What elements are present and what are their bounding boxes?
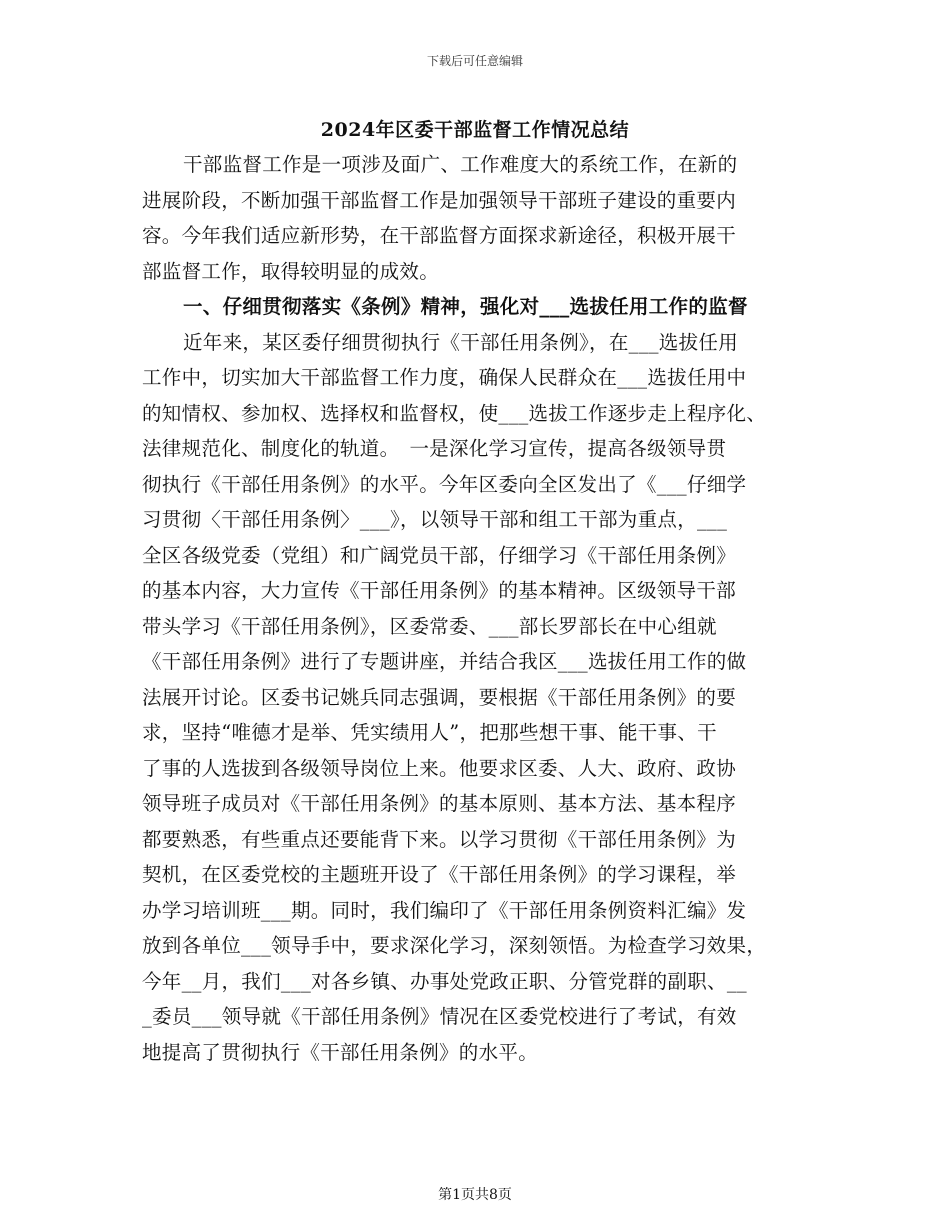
document-body — [142, 147, 822, 1070]
text-line: 契机，在区委党校的主题班开设了《干部任用条例》的学习课程，举 — [142, 863, 737, 886]
text-line: 法律规范化、制度化的轨道。 一是深化学习宣传，提高各级领导贯 — [142, 437, 727, 460]
text-line: 干部监督工作是一项涉及面广、工作难度大的系统工作，在新的 — [183, 153, 738, 176]
text-line: 的知情权、参加权、选择权和监督权，使___选拔工作逐步走上程序化、 — [142, 401, 767, 425]
text-line: 了事的人选拔到各级领导岗位上来。他要求区委、人大、政府、政协 — [142, 756, 737, 780]
page-footer: 第1页共8页 — [438, 1187, 512, 1203]
text-line: 工作中，切实加大干部监督工作力度，确保人民群众在___选拔任用中 — [142, 366, 747, 389]
text-line: 都要熟悉，有些重点还要能背下来。以学习贯彻《干部任用条例》为 — [142, 827, 737, 851]
text-line: 习贯彻〈干部任用条例〉___》，以领导干部和组工干部为重点，___ — [142, 508, 728, 531]
text-line: 进展阶段，不断加强干部监督工作是加强领导干部班子建设的重要内 — [142, 188, 737, 212]
text-line: 带头学习《干部任用条例》，区委常委、___部长罗部长在中心组就 — [142, 614, 717, 638]
text-line: 部监督工作，取得较明显的成效。 — [142, 259, 440, 283]
text-line: 容。今年我们适应新形势，在干部监督方面探求新途径，积极开展干 — [142, 224, 737, 247]
text-line: 放到各单位___领导手中，要求深化学习，深刻领悟。为检查学习效果， — [142, 934, 767, 957]
text-line: 全区各级党委（党组）和广阔党员干部，仔细学习《干部任用条例》 — [142, 543, 737, 567]
text-line: _委员___领导就《干部任用条例》情况在区委党校进行了考试，有效 — [142, 1005, 737, 1028]
document-title: 2024年区委干部监督工作情况总结 — [320, 119, 630, 141]
text-line: 求，坚持“唯德才是举、凭实绩用人”，把那些想干事、能干事、干 — [142, 721, 717, 744]
text-line: 彻执行《干部任用条例》的水平。今年区委向全区发出了《___仔细学 — [142, 472, 747, 496]
section-heading: 一、仔细贯彻落实《条例》精神，强化对___选拔任用工作的监督 — [183, 295, 748, 318]
page-header: 下载后可任意编辑 — [426, 54, 523, 68]
text-line: 近年来，某区委仔细贯彻执行《干部任用条例》，在___选拔任用 — [183, 330, 739, 354]
text-line: 办学习培训班___期。同时，我们编印了《干部任用条例资料汇编》发 — [142, 898, 747, 922]
text-line: 的基本内容，大力宣传《干部任用条例》的基本精神。区级领导干部 — [142, 579, 737, 602]
text-line: 领导班子成员对《干部任用条例》的基本原则、基本方法、基本程序 — [142, 792, 737, 815]
text-line: 地提高了贯彻执行《干部任用条例》的水平。 — [142, 1040, 539, 1064]
text-line: 今年__月，我们___对各乡镇、办事处党政正职、分管党群的副职、__ — [142, 969, 747, 993]
text-line: 法展开讨论。区委书记姚兵同志强调，要根据《干部任用条例》的要 — [142, 685, 737, 709]
text-line: 《干部任用条例》进行了专题讲座，并结合我区___选拔任用工作的做 — [142, 650, 747, 673]
